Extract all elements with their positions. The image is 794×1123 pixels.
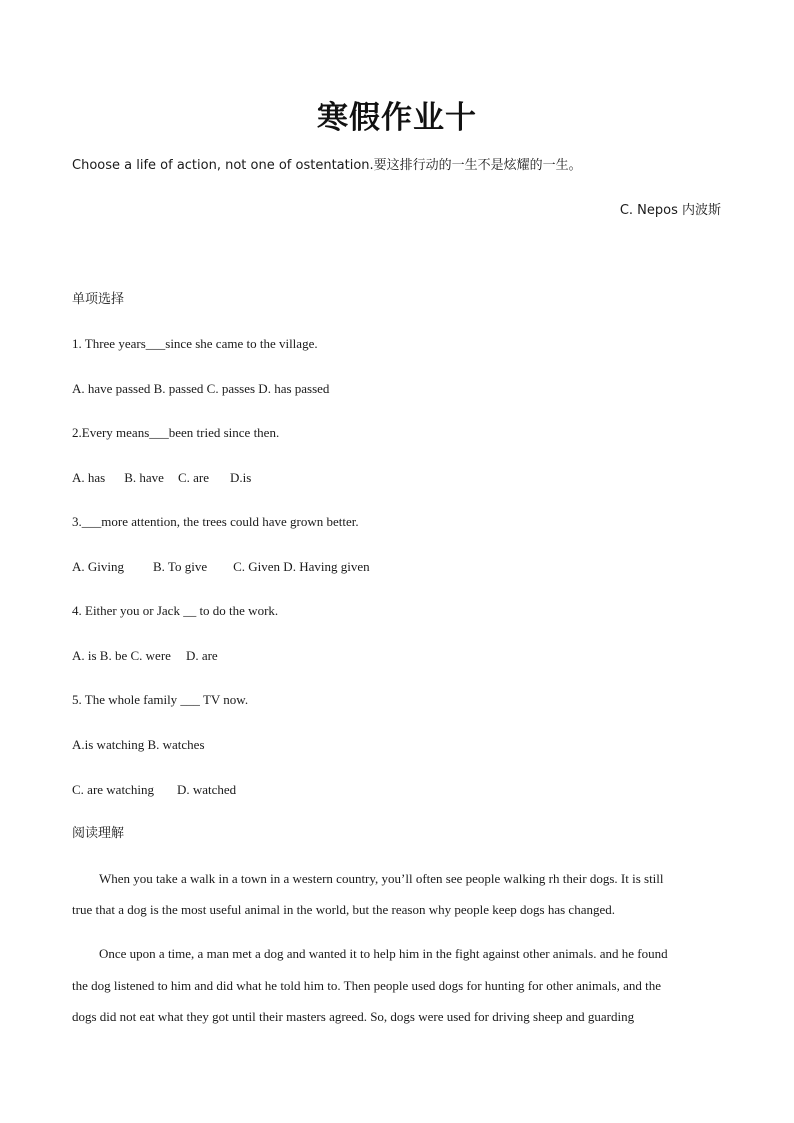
option-c: C. are [177, 470, 209, 485]
question-4-stem: 4. Either you or Jack __ to do the work. [72, 603, 279, 618]
option-a: A. Giving [72, 559, 124, 574]
question-1-options: A. have passed B. passed C. passes D. has passed [72, 381, 330, 396]
section-heading-reading: 阅读理解 [72, 826, 125, 841]
page-title: 寒假作业十 [317, 100, 477, 136]
question-4-options [72, 648, 218, 664]
quote-text: Choose a life of action, not one of ostentation.要这排行动的一生不是炫耀的一生。 [72, 158, 582, 173]
option-d: D. are [185, 648, 218, 663]
paragraph-line: When you take a walk in a town in a western country, you’ll often see people walking rh their dogs. It is still [99, 871, 664, 886]
paragraph-line: true that a dog is the most useful animal in the world, but the reason why people keep dogs has changed. [72, 902, 615, 917]
question-5-options-1: A.is watching B. watches [72, 737, 205, 752]
question-2-stem: 2.Every means___been tried since then. [72, 425, 280, 440]
question-3-options [72, 559, 370, 575]
paragraph-line: Once upon a time, a man met a dog and wanted it to help him in the fight against other animals. and he found [99, 946, 668, 961]
quote-author: C. Nepos 内波斯 [619, 203, 721, 218]
option-a: A. has [72, 470, 106, 485]
option-c-d: C. Given D. Having given [233, 559, 370, 574]
section-heading-choice: 单项选择 [72, 292, 125, 307]
question-3-stem: 3.___more attention, the trees could have grown better. [72, 514, 359, 529]
question-5-options-2 [72, 782, 236, 798]
option-b: B. have [124, 470, 164, 485]
question-2-options [72, 470, 251, 486]
option-a-c: A. is B. be C. were [72, 648, 171, 663]
option-d: D.is [229, 470, 252, 485]
paragraph-line: the dog listened to him and did what he told him to. Then people used dogs for hunting for other animals, and the [72, 978, 661, 993]
paragraph-line: dogs did not eat what they got until their masters agreed. So, dogs were used for driving sheep and guarding [72, 1009, 635, 1024]
question-1-stem: 1. Three years___since she came to the village. [72, 336, 318, 351]
question-5-stem: 5. The whole family ___ TV now. [72, 692, 249, 707]
option-b: B. To give [153, 559, 208, 574]
option-c: C. are watching [72, 782, 154, 797]
option-d: D. watched [176, 782, 237, 797]
